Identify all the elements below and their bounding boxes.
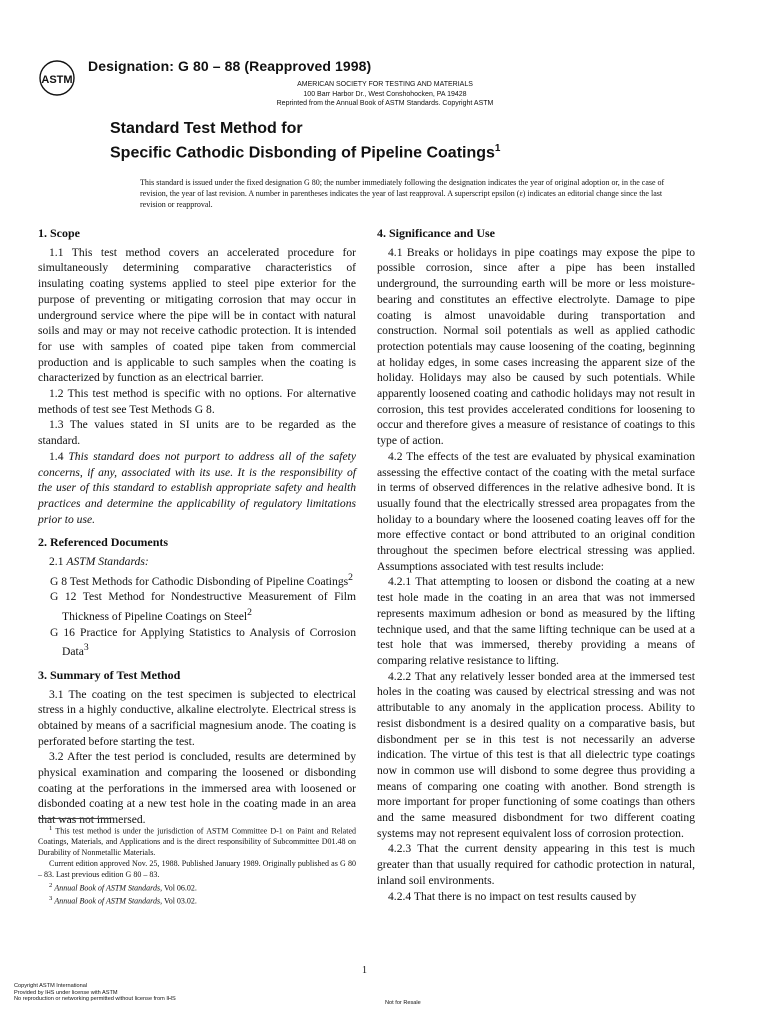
svg-text:ASTM: ASTM — [41, 74, 73, 86]
footnote-3 — [38, 894, 356, 907]
section-heading-referenced-documents: 2. Referenced Documents — [38, 535, 169, 550]
paragraph-1-4-text: This standard does not purport to address all of the safety concerns, if any, associated with its use. It is the responsibility of the user of this standard to establish appropriate safety and health practices and determine the applicability of regulatory limitations prior to use. — [38, 449, 357, 526]
section-heading-summary: 3. Summary of Test Method — [38, 667, 181, 682]
footnotes — [38, 824, 356, 908]
footnote-2-mark: 2 — [49, 881, 53, 889]
paragraph-2-1-number: 2.1 — [49, 555, 67, 569]
paragraph-3-1: 3.1 The coating on the test specimen is subjected to electrical stress in a highly conductive, alkaline electrolyte. Electrical stress is obtained by means of a sacrificial magnesium anode. The coating is perforated before starting the test. — [38, 687, 356, 748]
paragraph-4-2: 4.2 The effects of the test are evaluated by physical examination assessing the effective contact of the coating with the metal surface in terms of observed differences in the relative adhesive bond. It is usually found that the electrically stressed area propagates from the holiday to a boundary where the loosened coating leaves off for the more effective contact or bond attributed to an original condition throughout the specimen before electrical stressing was applied. Assumptions associated with test results include: — [377, 449, 695, 573]
document-title — [110, 119, 500, 163]
copyright-footer — [14, 983, 176, 1003]
reference-g16-mark: 3 — [83, 642, 89, 654]
paragraph-2-1-text: ASTM Standards: — [66, 555, 149, 569]
footnote-1-text: This test method is under the jurisdiction of ASTM Committee D-1 on Paint and Related Coatings, Materials, and Applications and is the direct responsibility of Subcommittee D01.48 on Durability of Nonmetallic Materials. — [38, 826, 356, 858]
designation: Designation: G 80 – 88 (Reapproved 1998) — [88, 58, 372, 74]
footnote-3-mark: 3 — [49, 895, 53, 903]
publisher-name: AMERICAN SOCIETY FOR TESTING AND MATERIALS — [297, 81, 473, 88]
paragraph-4-2-2: 4.2.2 That any relatively lesser bonded area at the immersed test holes in the coating was caused by electrical stressing and was not attributable to any anomaly in the application process. Ability to resist disbondment is a desired quality on a comparative basis, but disbondment per se in this test is not necessarily an adverse indication. The virtue of this test is that all dielectric type coatings now in common use will disbond to some degree thus providing a means of comparing one coating with another. Bond strength is more important for proper functioning of some coatings than others and the same measured disbondment for two different coating systems may not represent equivalent loss of corrosion protection. — [377, 669, 695, 840]
footnote-1b: Current edition approved Nov. 25, 1988. Published January 1989. Originally published as G 80 – 83. Last previous edition G 80 – 83. — [38, 859, 356, 879]
copyright-line-1: Copyright ASTM International — [14, 983, 88, 989]
left-column — [38, 226, 356, 828]
reference-g16-text: G 16 Practice for Applying Statistics to Analysis of Corrosion Data — [50, 625, 356, 659]
title-footnote-mark: 1 — [494, 143, 501, 154]
paragraph-4-1: 4.1 Breaks or holidays in pipe coatings may expose the pipe to possible corrosion, since after a pipe has been installed underground, the surrounding earth will be more or less moisture-bearing and constitutes an effective electrolyte. Damage to pipe coating is almost unavoidable during transportation and construction. Normal soil potentials as well as applied cathodic protection potentials may cause loosening of the coating, beginning at holiday edges, in some cases increasing the apparent size of the holiday. Holidays may also be caused by such potentials. While apparently loosened coating and cathodic holidays may not result in corrosion, this test provides accelerated conditions for loosening to occur and therefore gives a measure of resistance of coatings to this type of action. — [377, 245, 695, 448]
title-line-2-text: Specific Cathodic Disbonding of Pipeline Coatings — [110, 144, 495, 162]
footnote-rule — [38, 818, 110, 819]
paragraph-3-2: 3.2 After the test period is concluded, results are determined by physical examination and comparing the loosened or disbonding coating at the perforations in the immersed area with loosened or disbonded coating at a new test hole in the coating made in an area that was not immersed. — [38, 750, 356, 827]
footnote-2 — [38, 881, 356, 894]
astm-logo — [38, 58, 76, 98]
reference-g8-mark: 2 — [348, 571, 353, 583]
paragraph-1-3: 1.3 The values stated in SI units are to be regarded as the standard. — [38, 418, 356, 448]
section-heading-scope: 1. Scope — [38, 226, 80, 240]
not-for-resale: Not for Resale — [385, 1000, 421, 1006]
paragraph-4-2-4: 4.2.4 That there is no impact on test results caused by — [388, 889, 637, 903]
astm-logo-icon — [38, 58, 76, 98]
paragraph-2-1 — [38, 554, 356, 570]
reference-g8 — [38, 570, 356, 590]
standard-notice: This standard is issued under the fixed designation G 80; the number immediately following the designation indicates the year of original adoption or, in the case of revision, the year of last revision. A number in parentheses indicates the year of last reapproval. A superscript epsilon (ε) indicates an editorial change since the last revision or reapproval. — [140, 178, 665, 209]
footnote-2-book: Annual Book of ASTM Standards — [54, 883, 161, 893]
right-column — [377, 226, 695, 904]
reference-g8-text: G 8 Test Methods for Cathodic Disbonding of Pipeline Coatings — [50, 574, 349, 588]
paragraph-1-4-number: 1.4 — [49, 449, 69, 463]
footnote-2-vol: , Vol 06.02. — [160, 883, 197, 893]
footnote-1 — [38, 824, 356, 859]
publisher-block — [230, 80, 540, 109]
reprint-note: Reprinted from the Annual Book of ASTM Standards. Copyright ASTM — [276, 100, 494, 107]
paragraph-1-1: 1.1 This test method covers an accelerated procedure for simultaneously determining comparative characteristics of insulating coating systems applied to steel pipe exterior for the purpose of preventing or mitigating corrosion that may occur in underground service where the pipe will be in contact with natural soils and may or may not receive cathodic protection. It is intended for use with samples of coated pipe taken from commercial production and is applicable to such samples when the coating is characterized by function as an electrical barrier. — [38, 245, 356, 385]
copyright-line-2: Provided by IHS under license with ASTM — [14, 989, 118, 996]
footnote-1-mark: 1 — [49, 825, 53, 832]
publisher-address: 100 Barr Harbor Dr., West Conshohocken, PA 19428 — [303, 90, 467, 98]
paragraph-1-2: 1.2 This test method is specific with no options. For alternative methods of test see Test Methods G 8. — [38, 387, 356, 416]
paragraph-1-4 — [38, 449, 356, 528]
section-heading-significance: 4. Significance and Use — [377, 226, 496, 240]
page-number: 1 — [362, 965, 367, 976]
footnote-3-vol: , Vol 03.02. — [160, 896, 197, 906]
reference-g12-text: G 12 Test Method for Nondestructive Measurement of Film Thickness of Pipeline Coatings on Steel — [50, 590, 356, 623]
reference-g16 — [38, 625, 356, 660]
paragraph-4-2-3: 4.2.3 That the current density appearing in this test is much greater than that usually required for cathodic protection in natural, inland soil environments. — [377, 842, 695, 887]
reference-g12-mark: 2 — [247, 607, 252, 619]
title-line-2 — [110, 139, 500, 163]
title-line-1: Standard Test Method for — [110, 120, 303, 137]
paragraph-4-2-1: 4.2.1 That attempting to loosen or disbond the coating at a new test hole made in the coating in an area that was not immersed represents maximum adhesion or bond as measured by the lifting technique used, and that the same lifting technique can be used at a test hole that was immersed, thereby providing a means of comparing relative resistance to lifting. — [377, 575, 695, 667]
copyright-line-3: No reproduction or networking permitted without license from IHS — [14, 996, 176, 1003]
footnote-3-book: Annual Book of ASTM Standards — [54, 896, 161, 906]
reference-g12 — [38, 589, 356, 624]
